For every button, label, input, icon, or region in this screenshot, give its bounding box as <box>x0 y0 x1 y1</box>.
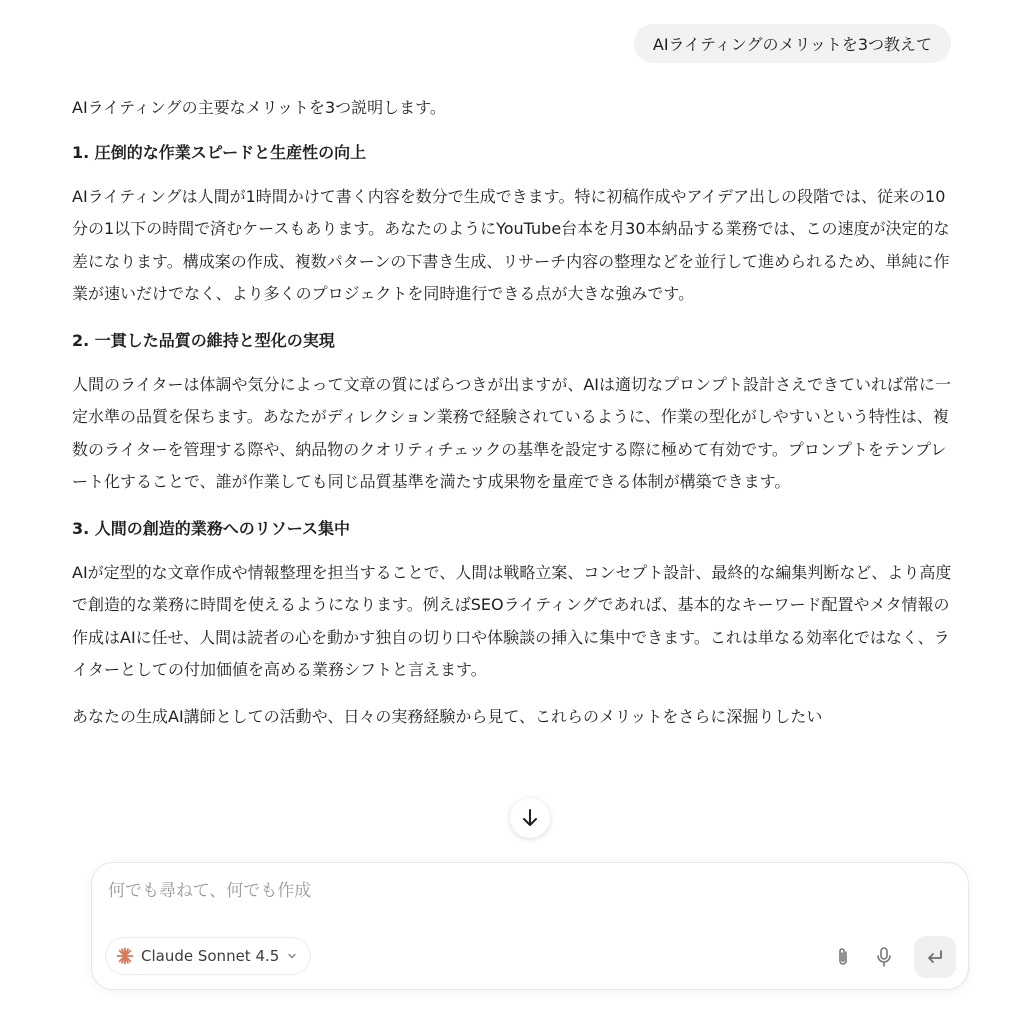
response-intro: AIライティングの主要なメリットを3つ説明します。 <box>72 98 446 117</box>
attach-button[interactable] <box>823 937 863 977</box>
enter-arrow-icon <box>924 947 946 967</box>
section-heading-1: 1. 圧倒的な作業スピードと生産性の向上 <box>72 142 367 162</box>
section-body-1: AIライティングは人間が1時間かけて書く内容を数分で生成できます。特に初稿作成やアイデア出しの段階では、従来の10分の1以下の時間で済むケースもあります。あなたのようにYouTube台本を月30本納品する業務では、この速度が決定的な差になります。構成案の作成、複数パターンの下書き生成、リサーチ内容の整理などを並行して進められるため、単純に作業が速いだけでなく、より多くのプロジェクトを同時進行できる点が大きな強みです。 <box>72 186 950 303</box>
model-selector-button[interactable] <box>105 937 311 975</box>
claude-logo-icon <box>116 947 134 965</box>
send-button[interactable] <box>914 936 956 978</box>
user-message-text: AIライティングのメリットを3つ教えて <box>652 35 932 54</box>
message-composer <box>91 862 969 990</box>
microphone-icon <box>874 946 894 968</box>
section-heading-3: 3. 人間の創造的業務へのリソース集中 <box>72 518 350 538</box>
section-body-2: 人間のライターは体調や気分によって文章の質にばらつきが出ますが、AIは適切なプロンプト設計さえできていれば常に一定水準の品質を保ちます。あなたがディレクション業務で経験されているように、作業の型化がしやすいという特性は、複数のライターを管理する際や、納品物のクオリティチェックの基準を設定する際に極めて有効です。プロンプトをテンプレート化することで、誰が作業しても同じ品質基準を満たす成果物を量産できる体制が構築できます。 <box>72 374 952 491</box>
chevron-down-icon <box>286 950 298 962</box>
model-label: Claude Sonnet 4.5 <box>141 947 280 965</box>
section-heading-2: 2. 一貫した品質の維持と型化の実現 <box>72 330 335 350</box>
bottom-fade <box>0 832 1024 852</box>
voice-input-button[interactable] <box>864 937 904 977</box>
paperclip-icon <box>833 946 853 968</box>
arrow-down-icon <box>521 808 539 828</box>
message-input[interactable] <box>108 877 948 905</box>
user-message-bubble <box>634 24 951 63</box>
assistant-response <box>72 92 952 747</box>
response-closing: あなたの生成AI講師としての活動や、日々の実務経験から見て、これらのメリットをさらに深掘りしたい <box>72 706 823 726</box>
section-body-3: AIが定型的な文章作成や情報整理を担当することで、人間は戦略立案、コンセプト設計、最終的な編集判断など、より高度で創造的な業務に時間を使えるようになります。例えばSEOライティングであれば、基本的なキーワード配置やメタ情報の作成はAIに任せ、人間は読者の心を動かす独自の切り口や体験談の挿入に集中できます。これは単なる効率化ではなく、ライターとしての付加価値を高める業務シフトと言えます。 <box>72 562 952 679</box>
scroll-to-bottom-button[interactable] <box>510 798 550 838</box>
